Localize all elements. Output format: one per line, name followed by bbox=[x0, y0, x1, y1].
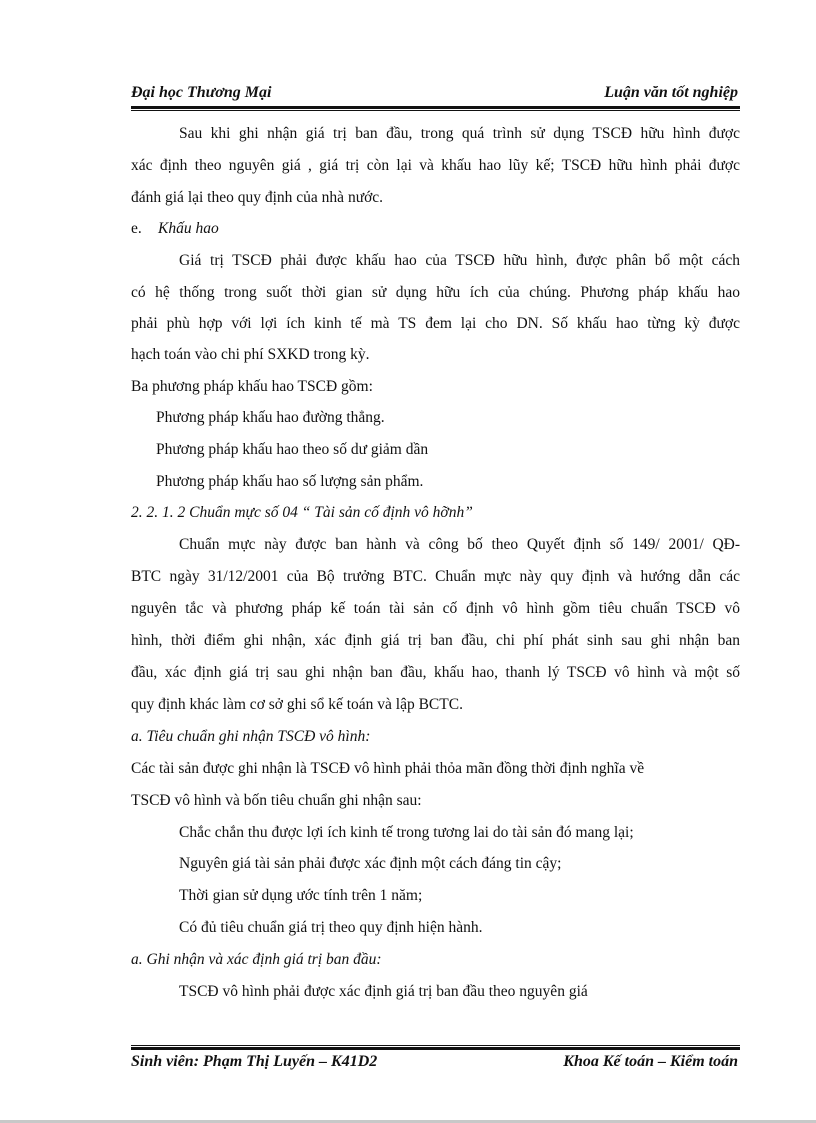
footer-rule-thin bbox=[131, 1045, 740, 1046]
paragraph-line: TSCĐ vô hình phải được xác định giá trị ban đầu theo nguyên giá bbox=[179, 983, 588, 1000]
paragraph-line: hình, thời điểm ghi nhận, xác định giá trị ban đầu, chi phí phát sinh sau ghi nhận ban bbox=[131, 632, 740, 649]
paragraph-line: phải phù hợp với lợi ích kinh tế mà TS đem lại cho DN. Số khấu hao từng kỳ được bbox=[131, 315, 740, 332]
footer-rule-thick bbox=[131, 1047, 740, 1050]
page-footer bbox=[131, 1053, 738, 1075]
header-thesis-title: Luận văn tốt nghiệp bbox=[604, 84, 738, 101]
paragraph-line: hạch toán vào chi phí SXKD trong kỳ. bbox=[131, 346, 370, 363]
paragraph-line: nguyên tắc và phương pháp kế toán tài sản cố định vô hình gồm tiêu chuẩn TSCĐ vô bbox=[131, 600, 740, 617]
paragraph-line: Các tài sản được ghi nhận là TSCĐ vô hình phải thỏa mãn đồng thời định nghĩa về bbox=[131, 760, 645, 777]
paragraph-line: xác định theo nguyên giá , giá trị còn lại và khấu hao lũy kế; TSCĐ hữu hình phải được bbox=[131, 157, 740, 174]
footer-department: Khoa Kế toán – Kiểm toán bbox=[563, 1053, 738, 1070]
paragraph-line: có hệ thống trong suốt thời gian sử dụng hữu ích của chúng. Phương pháp khấu hao bbox=[131, 284, 740, 301]
paragraph-line: quy định khác làm cơ sở ghi sổ kế toán và lập BCTC. bbox=[131, 696, 463, 713]
paragraph-line: Giá trị TSCĐ phải được khấu hao của TSCĐ hữu hình, được phân bổ một cách bbox=[179, 252, 740, 269]
page-header bbox=[131, 84, 738, 106]
paragraph-line: BTC ngày 31/12/2001 của Bộ trưởng BTC. Chuẩn mực này quy định và hướng dẫn các bbox=[131, 568, 740, 585]
list-item: Nguyên giá tài sản phải được xác định một cách đáng tin cậy; bbox=[179, 855, 562, 872]
list-item: Phương pháp khấu hao đường thẳng. bbox=[156, 409, 385, 426]
header-rule-thin bbox=[131, 110, 740, 111]
paragraph-line: đánh giá lại theo quy định của nhà nước. bbox=[131, 189, 384, 206]
paragraph-line: Ba phương pháp khấu hao TSCĐ gồm: bbox=[131, 378, 373, 395]
list-item: Có đủ tiêu chuẩn giá trị theo quy định hiện hành. bbox=[179, 919, 483, 936]
paragraph-line: Chuẩn mực này được ban hành và công bố theo Quyết định số 149/ 2001/ QĐ- bbox=[179, 536, 740, 553]
list-item: Thời gian sử dụng ước tính trên 1 năm; bbox=[179, 887, 423, 904]
section-heading: Khấu hao bbox=[158, 220, 219, 237]
section-heading: a. Tiêu chuẩn ghi nhận TSCĐ vô hình: bbox=[131, 728, 371, 745]
section-heading: a. Ghi nhận và xác định giá trị ban đầu: bbox=[131, 951, 382, 968]
list-item: Chắc chắn thu được lợi ích kinh tế trong tương lai do tài sản đó mang lại; bbox=[179, 824, 634, 841]
header-rule-thick bbox=[131, 106, 740, 109]
list-item: Phương pháp khấu hao số lượng sản phẩm. bbox=[156, 473, 424, 490]
section-heading: 2. 2. 1. 2 Chuẩn mực số 04 “ Tài sản cố định vô hỡnh” bbox=[131, 504, 473, 521]
paragraph-line: TSCĐ vô hình và bốn tiêu chuẩn ghi nhận sau: bbox=[131, 792, 422, 809]
list-marker: e. bbox=[131, 220, 142, 237]
footer-student: Sinh viên: Phạm Thị Luyến – K41D2 bbox=[131, 1053, 378, 1070]
header-university: Đại học Thương Mại bbox=[131, 84, 272, 101]
list-item: Phương pháp khấu hao theo số dư giảm dần bbox=[156, 441, 429, 458]
paragraph-line: đầu, xác định giá trị sau ghi nhận ban đầu, khấu hao, thanh lý TSCĐ vô hình và một số bbox=[131, 664, 740, 681]
paragraph-line: Sau khi ghi nhận giá trị ban đầu, trong quá trình sử dụng TSCĐ hữu hình được bbox=[179, 125, 740, 142]
